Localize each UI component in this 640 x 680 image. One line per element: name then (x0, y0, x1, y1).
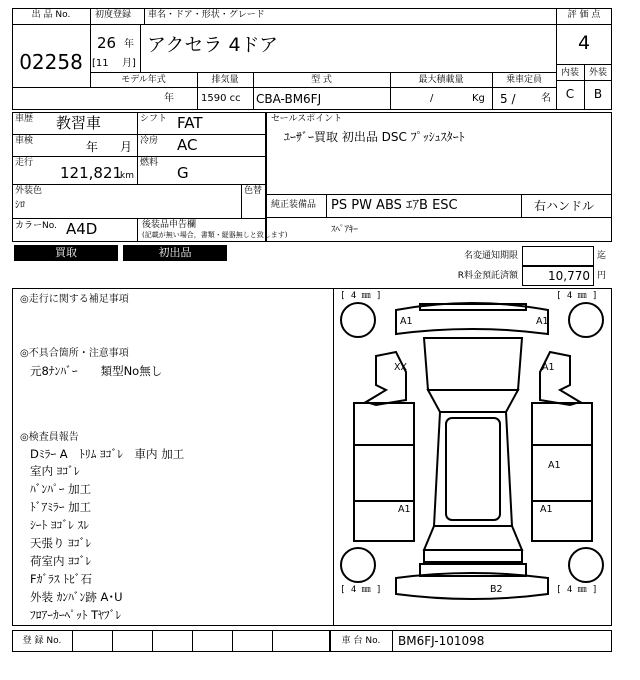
inspector-line: 天張り ﾖｺﾞﾚ (30, 536, 92, 550)
name-change-unit: 迄 (597, 251, 607, 261)
chassis-label: 車 台 No. (341, 636, 381, 646)
front-hood-top (420, 304, 526, 310)
left-side (366, 352, 406, 405)
recycle-unit: 円 (597, 271, 607, 281)
exterior-label: 外装 (588, 68, 607, 78)
car-condition-diagram (336, 290, 610, 624)
displacement: 1590 cc (201, 93, 241, 104)
interior-grade: C (565, 87, 575, 101)
max-load: / (430, 93, 434, 104)
inspector-line: Dﾐﾗｰ A ﾄﾘﾑ ﾖｺﾞﾚ 車内 加工 (30, 447, 185, 461)
history-label: 車歴 (15, 114, 34, 124)
score-label: 評 価 点 (567, 10, 601, 20)
color-label: 外装色 (15, 186, 43, 196)
inspector-line: ﾊﾞﾝﾊﾟｰ 加工 (30, 482, 92, 496)
type-label: 型 式 (311, 75, 332, 85)
left-front-door (354, 445, 414, 501)
name-change-label: 名変通知期限 (463, 251, 518, 261)
damage-mark: A1 (398, 504, 411, 515)
shift-label: シフト (140, 114, 168, 124)
damage-mark: A1 (542, 362, 555, 373)
damage-mark: A1 (548, 460, 561, 471)
roof-panel (446, 418, 500, 520)
recycle-label: R料金預託済額 (457, 271, 518, 281)
type: CBA-BM6FJ (256, 92, 322, 106)
damage-mark: A1 (540, 504, 553, 515)
inspector-line: ｼｰﾄ ﾖｺﾞﾚ ｽﾚ (30, 518, 90, 532)
right-front-door (532, 445, 592, 501)
car-name-label: 車名・ドア・形状・グレード (148, 10, 265, 20)
equipment: PS PW ABS ｴｱB ESC (331, 198, 458, 213)
inspector-line: ﾄﾞｱﾐﾗｰ 加工 (30, 500, 92, 514)
sales-point: ﾕｰｻﾞｰ買取 初出品 DSC ﾌﾟｯｼｭｽﾀｰﾄ (284, 130, 465, 144)
inspection-year-unit: 年 (86, 140, 99, 154)
damage-mark: B2 (490, 584, 503, 595)
capacity-unit: 名 (541, 93, 551, 104)
model-year-label: モデル年式 (121, 75, 166, 85)
history: 教習車 (56, 114, 102, 132)
tire-rear-right (569, 548, 603, 582)
rear-window (424, 526, 522, 550)
capacity-label: 乗車定員 (505, 75, 542, 85)
name-change-box (522, 246, 594, 266)
tire-rear-left (341, 548, 375, 582)
inspection-label: 車検 (15, 136, 34, 146)
damage-mark: A1 (536, 316, 549, 327)
handle: 右ハンドル (534, 199, 595, 213)
mileage: 121,821 (60, 164, 123, 182)
aftermarket-note: (記載が無い場合，書類・縦器無しと致します) (142, 231, 288, 239)
inspector-line: 室内 ﾖｺﾞﾚ (30, 464, 80, 478)
shift: FAT (177, 114, 203, 132)
defect-line: 元8ﾅﾝﾊﾞｰ 類型No無し (30, 364, 163, 378)
supplement-title: ◎走行に関する補足事項 (20, 294, 129, 305)
inspector-title: ◎検査員報告 (20, 432, 79, 443)
mileage-unit: km (120, 171, 134, 181)
inspection-month-unit: 月 (120, 140, 133, 154)
fuel: G (177, 164, 189, 182)
hood (424, 338, 522, 390)
max-load-label: 最大積載量 (418, 75, 464, 85)
reg-year: 26 (97, 34, 117, 52)
windshield (428, 390, 518, 412)
chassis-no: BM6FJ-101098 (398, 634, 485, 648)
color: ｼﾛ (15, 200, 25, 211)
tire-front-left (341, 303, 375, 337)
extra-equipment: ｽﾍﾟｱｷｰ (331, 225, 359, 235)
right-side (540, 352, 580, 405)
interior-label: 内装 (560, 68, 579, 78)
sales-point-label: セールスポイント (271, 114, 343, 124)
tire-rear-right-depth: [ 4 ㎜ ] (556, 585, 598, 595)
left-front-fender (354, 403, 414, 445)
damage-mark: XX (394, 362, 408, 373)
model-year-unit: 年 (164, 93, 174, 104)
color-no: A4D (66, 220, 98, 238)
inspector-line: ﾌﾛｱｰｶｰﾍﾟｯﾄ Tﾔﾌﾞﾚ (30, 608, 122, 622)
damage-mark: A1 (400, 316, 413, 327)
tag-shoshuppin: 初出品 (123, 245, 227, 261)
first-reg-label: 初度登録 (95, 10, 132, 20)
aftermarket-label: 後装品申告欄 (142, 220, 197, 230)
score: 4 (577, 32, 591, 54)
reg-year-unit: 年 (124, 39, 134, 50)
ac: AC (177, 136, 198, 154)
recycle-value: 10,770 (548, 269, 590, 283)
tire-front-right-depth: [ 4 ㎜ ] (556, 291, 598, 301)
inspector-list (30, 447, 330, 627)
inspector-line: 荷室内 ﾖｺﾞﾚ (30, 554, 92, 568)
lot-no: 02258 (19, 50, 83, 74)
capacity: 5 / (500, 92, 516, 106)
tire-front-left-depth: [ 4 ㎜ ] (340, 291, 382, 301)
inspector-line: Fｶﾞﾗｽ ﾄﾋﾞ石 (30, 572, 93, 586)
car-name: アクセラ 4ドア (147, 34, 278, 56)
tire-front-right (569, 303, 603, 337)
tag-kaitori: 買取 (14, 245, 118, 261)
defect-title: ◎不具合箇所・注意事項 (20, 348, 129, 359)
trunk (424, 550, 522, 562)
reg-month-unit: 月] (122, 58, 136, 69)
displacement-label: 排気量 (211, 75, 239, 85)
equipment-label: 純正装備品 (271, 200, 317, 210)
fuel-label: 燃料 (140, 158, 159, 168)
color-no-label: カラーNo. (15, 221, 57, 231)
right-front-fender (532, 403, 592, 445)
ac-label: 冷房 (140, 136, 159, 146)
inspector-line: 外装 ｶﾝﾊﾞﾝ跡 A･U (30, 590, 123, 604)
mileage-label: 走行 (15, 158, 34, 168)
exterior-grade: B (593, 87, 603, 101)
max-load-unit: Kg (472, 93, 485, 104)
reg-no-label: 登 録 No. (22, 636, 62, 646)
reg-month: [11 (92, 58, 109, 69)
tire-rear-left-depth: [ 4 ㎜ ] (340, 585, 382, 595)
lot-no-label: 出 品 No. (31, 10, 71, 20)
color-change-label: 色替 (244, 186, 263, 196)
